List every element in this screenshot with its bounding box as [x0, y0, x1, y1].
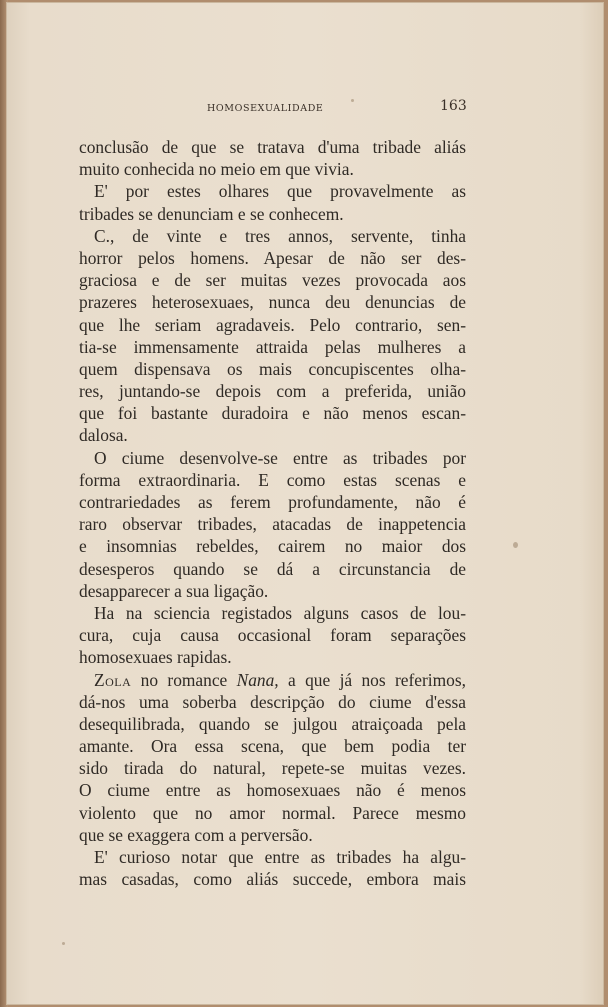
text-line: que foi bastante duradoira e não menos escan-: [79, 403, 466, 424]
body-text: [79, 136, 466, 890]
text-line: que lhe seriam agradaveis. Pelo contrario, sen-: [79, 314, 466, 335]
text-line: contrariedades as ferem profundamente, não é: [79, 492, 466, 512]
text-line: [79, 669, 466, 691]
text-line: tia-se immensamente attraida pelas mulheres a: [79, 336, 466, 357]
text-line: homosexuaes rapidas.: [79, 647, 232, 668]
author-name: Zola: [94, 669, 132, 690]
text-line: desequilibrada, quando se julgou atraiçoada pela: [79, 713, 466, 734]
text-line: O ciume desenvolve-se entre as tribades por: [94, 447, 466, 468]
text-line: E' curioso notar que entre as tribades ha algu-: [94, 847, 466, 867]
text-line: horror pelos homens. Apesar de não ser des-: [79, 247, 466, 268]
text-line: conclusão de que se tratava d'uma tribade aliás: [79, 137, 466, 157]
text-line: tribades se denunciam e se conhecem.: [79, 203, 344, 224]
text-run: a que já nos referimos,: [278, 669, 466, 690]
text-line: desesperos quando se dá a circunstancia de: [79, 558, 466, 579]
running-head: HOMOSEXUALIDADE: [207, 103, 324, 114]
paper-speck: [62, 942, 65, 945]
paper-speck: [513, 542, 518, 548]
text-line: quem dispensava os mais concupiscentes olha-: [79, 358, 466, 379]
text-line: sido tirada do natural, repete-se muitas vezes.: [79, 758, 466, 779]
text-run: no romance: [131, 669, 237, 690]
text-line: dalosa.: [79, 425, 128, 446]
text-line: que se exaggera com a perversão.: [79, 824, 313, 845]
text-line: C., de vinte e tres annos, servente, tinha: [94, 225, 466, 246]
text-line: res, juntando-se depois com a preferida, união: [79, 381, 466, 402]
text-line: E' por estes olhares que provavelmente as: [94, 181, 466, 202]
text-line: cura, cuja causa occasional foram separações: [79, 625, 466, 646]
text-line: mas casadas, como aliás succede, embora mais: [79, 869, 466, 890]
book-title: Nana,: [236, 669, 279, 690]
text-line: prazeres heterosexuaes, nunca deu denuncias de: [79, 292, 466, 313]
text-line: raro observar tribades, atacadas de inappetencia: [79, 514, 466, 535]
page-number: 163: [440, 98, 467, 114]
text-line: e insomnias rebeldes, cairem no maior dos: [79, 536, 466, 557]
text-line: amante. Ora essa scena, que bem podia ter: [79, 736, 466, 757]
text-line: Ha na sciencia registados alguns casos de lou-: [94, 602, 466, 623]
text-line: forma extraordinaria. E como estas scenas e: [79, 469, 466, 490]
text-line: graciosa e de ser muitas vezes provocada aos: [79, 270, 466, 291]
text-line: dá-nos uma soberba descripção do ciume d'essa: [79, 691, 466, 712]
text-line: muito conhecida no meio em que vivia.: [79, 159, 354, 180]
paper-speck: [351, 99, 354, 102]
text-line: O ciume entre as homosexuaes não é menos: [79, 780, 466, 801]
text-line: desapparecer a sua ligação.: [79, 580, 269, 601]
text-line: violento que no amor normal. Parece mesmo: [79, 802, 466, 823]
